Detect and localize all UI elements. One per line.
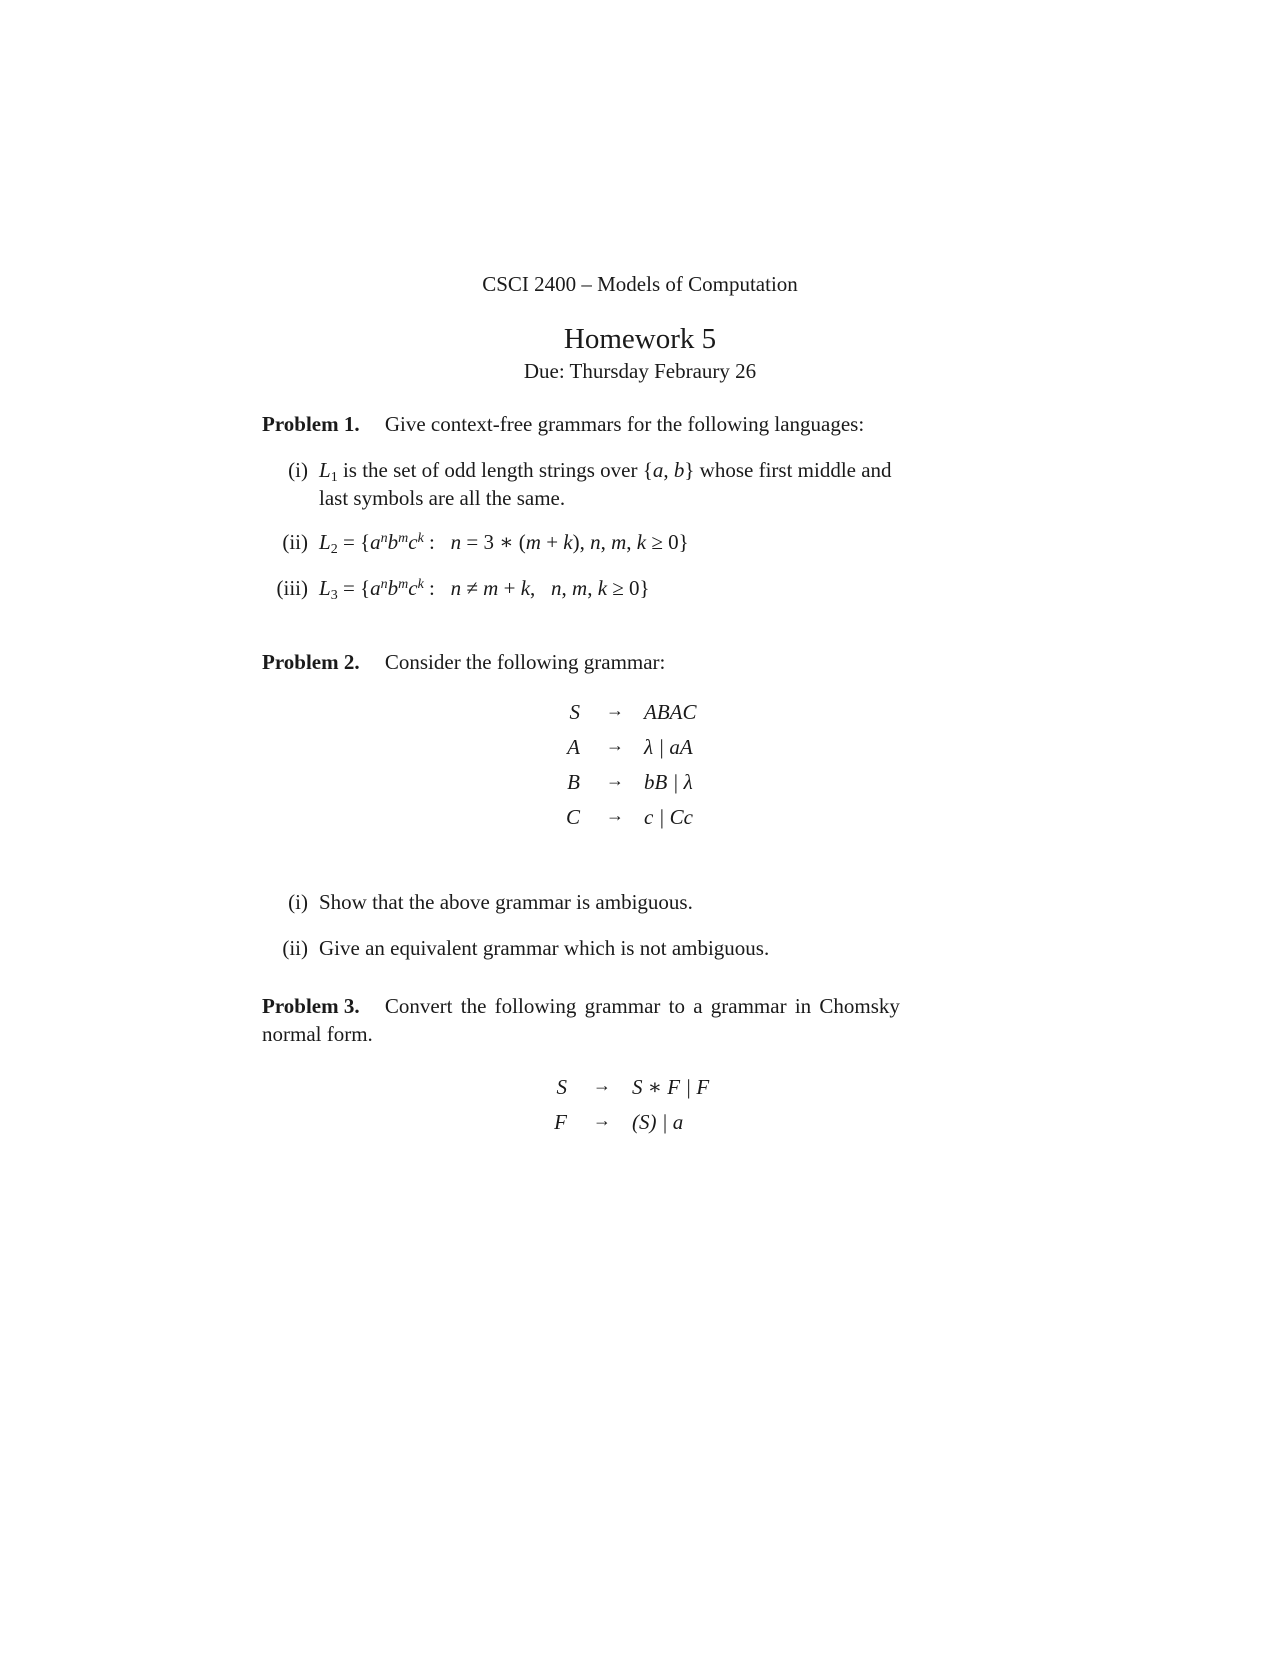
problem-1-item-ii-math: $L_2 = \{a^nb^mc^k$ : n = 3 ∗ (m + k), n, m, k ≥ 0} [319,530,689,557]
problem-1-item-ii-label: (ii) [282,530,308,554]
problem-2-label: Problem 2. [262,650,360,674]
document-page: CSCI 2400 – Models of Computation Homework 5 Due: Thursday Febraury 26 Problem 1. Give context-free grammars for the following languages: (i) $L_1$ is the set of odd length strings over {a, b} whose first middle and last symbols are all the same. (ii) $L_2 = \{a^nb^mc^k$ : n = 3 ∗ (m + k), n, m, k ≥ 0} (iii) $L_3 = \{a^nb^mc^k$ : n ≠ m + k, n, m, k ≥ 0} Problem 2. Consider the following grammar: S → ABAC A → λ | aA B → bB | λ C → c | Cc (i) Show that the above grammar is ambiguous. (ii) Give an equivalent grammar which is not ambiguous. Problem 3. Convert the following grammar to a grammar in Chomsky normal form. S → S ∗ F | F F → (S) | a [0,0,1280,1656]
problem-2-heading [262,650,665,675]
problem-1-item-iii-label: (iii) [276,576,308,600]
problem-2-item-i-text: Show that the above grammar is ambiguous. [319,890,693,914]
arrow-icon: → [593,1110,611,1130]
arrow-icon: → [606,770,624,790]
homework-title: Homework 5 [563,323,717,355]
problem-1-item-iii-math: $L_3 = \{a^nb^mc^k$ : n ≠ m + k, n, m, k ≥ 0} [319,576,650,603]
problem-3-heading [262,994,900,1019]
due-date: Due: Thursday Febraury 26 [523,359,757,383]
problem-3-intro-line1: Convert the following grammar to a grammar in Chomsky [384,994,900,1018]
problem-1-label: Problem 1. [262,412,360,436]
problem-1-item-i-label: (i) [288,458,308,482]
arrow-icon: → [606,700,624,720]
problem-1-heading [262,412,864,437]
math-set-ab: {a, b} [642,458,695,482]
problem-3-intro-line2: normal form. [262,1022,373,1046]
arrow-icon: → [606,805,624,825]
course-title: CSCI 2400 – Models of Computation [482,272,798,296]
problem-2-intro: Consider the following grammar: [384,650,666,674]
problem-3-label: Problem 3. [262,994,360,1018]
problem-1-intro: Give context-free grammars for the following languages: [384,412,865,436]
problem-2-item-i-label: (i) [288,890,308,914]
problem-2-item-ii-text: Give an equivalent grammar which is not ambiguous. [319,936,770,960]
problem-1-item-i-line1: $L_1$ is the set of odd length strings over {a, b} whose first middle and [319,458,892,485]
problem-2-item-ii-label: (ii) [282,936,308,960]
arrow-icon: → [606,735,624,755]
problem-1-item-i-line2: last symbols are all the same. [319,486,566,510]
arrow-icon: → [593,1075,611,1095]
math-L1: $L_1$ [319,458,338,485]
